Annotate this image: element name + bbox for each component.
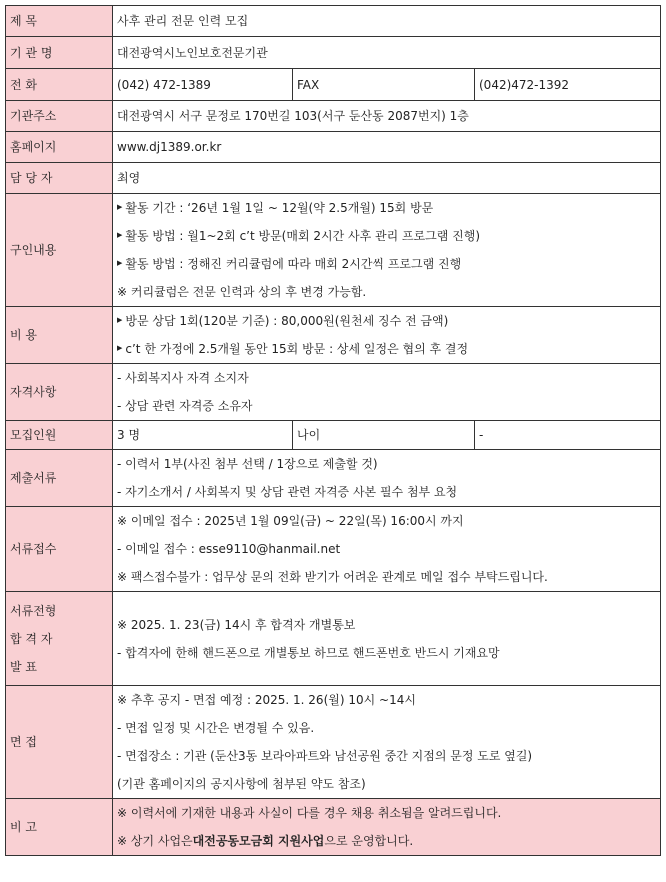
receipt-content <box>113 507 661 592</box>
job-line: ▶ 활동 방법 : 정해진 커리큘럼에 따라 매회 2시간씩 프로그램 진행 <box>117 250 656 278</box>
triangle-bullet-icon: ▶ <box>117 203 123 211</box>
row-job <box>6 194 661 307</box>
cost-line: ▶ c’t 한 가정에 2.5개월 동안 15회 방문 : 상세 일정은 협의 후 결정 <box>117 335 656 363</box>
screening-label: 서류전형 합 격 자 발 표 <box>6 592 113 686</box>
row-org <box>6 37 661 69</box>
row-phone <box>6 69 661 101</box>
job-label: 구인내용 <box>6 194 113 307</box>
address-label: 기관주소 <box>6 101 113 132</box>
interview-line: ※ 추후 공지 - 면접 예정 : 2025. 1. 26(월) 10시 ~14시 <box>117 693 416 707</box>
contact-label: 담 당 자 <box>6 163 113 194</box>
note-sponsor: 대전공동모금회 지원사업 <box>192 834 325 848</box>
org-value: 대전광역시노인보호전문기관 <box>113 37 661 69</box>
age-label: 나이 <box>293 421 475 450</box>
contact-value: 최영 <box>113 163 661 194</box>
interview-label: 면 접 <box>6 686 113 799</box>
recruit-label: 모집인원 <box>6 421 113 450</box>
recruit-value: 3 명 <box>113 421 293 450</box>
screening-line: ※ 2025. 1. 23(금) 14시 후 합격자 개별통보 <box>117 617 356 632</box>
cost-label: 비 용 <box>6 307 113 364</box>
qualification-label: 자격사항 <box>6 364 113 421</box>
homepage-label: 홈페이지 <box>6 132 113 163</box>
phone-label: 전 화 <box>6 69 113 101</box>
note-content <box>113 799 661 856</box>
interview-content <box>113 686 661 799</box>
title-value: 사후 관리 전문 인력 모집 <box>113 6 661 37</box>
documents-line: - 이력서 1부(사진 첨부 선택 / 1장으로 제출할 것) <box>117 457 378 471</box>
receipt-line: - 이메일 접수 : esse9110@hanmail.net <box>117 542 341 556</box>
triangle-bullet-icon: ▶ <box>117 259 123 267</box>
screening-content <box>113 592 661 686</box>
receipt-line: ※ 팩스접수불가 : 업무상 문의 전화 받기가 어려운 관계로 메일 접수 부탁드립니다. <box>117 570 548 584</box>
job-posting-table-wrapper <box>5 5 660 856</box>
triangle-bullet-icon: ▶ <box>117 316 123 324</box>
row-screening <box>6 592 661 686</box>
fax-label: FAX <box>293 69 475 101</box>
note-label: 비 고 <box>6 799 113 856</box>
documents-line: - 자기소개서 / 사회복지 및 상담 관련 자격증 사본 필수 첨부 요청 <box>117 485 458 499</box>
interview-line: (기관 홈페이지의 공지사항에 첨부된 약도 참조) <box>117 777 366 791</box>
job-line: ※ 커리큘럼은 전문 인력과 상의 후 변경 가능함. <box>117 285 367 299</box>
row-documents <box>6 450 661 507</box>
interview-line: - 면접장소 : 기관 (둔산3동 보라아파트와 남선공원 중간 지점의 문정 도로 옆길) <box>117 749 533 763</box>
age-value: - <box>475 421 661 450</box>
row-cost <box>6 307 661 364</box>
title-label: 제 목 <box>6 6 113 37</box>
interview-line: - 면접 일정 및 시간은 변경될 수 있음. <box>117 721 315 735</box>
note-line: ※ 이력서에 기재한 내용과 사실이 다를 경우 채용 취소됨을 알려드립니다. <box>117 806 502 820</box>
receipt-line: ※ 이메일 접수 : 2025년 1월 09일(금) ~ 22일(목) 16:00시 까지 <box>117 514 464 528</box>
cost-content <box>113 307 661 364</box>
row-recruit <box>6 421 661 450</box>
cost-line: ▶ 방문 상담 1회(120분 기준) : 80,000원(원천세 징수 전 금액) <box>117 307 656 335</box>
job-content <box>113 194 661 307</box>
row-interview <box>6 686 661 799</box>
job-line: ▶ 활동 기간 : ‘26년 1월 1일 ~ 12월(약 2.5개월) 15회 방문 <box>117 194 656 222</box>
fax-value: (042)472-1392 <box>475 69 661 101</box>
triangle-bullet-icon: ▶ <box>117 231 123 239</box>
phone-value: (042) 472-1389 <box>113 69 293 101</box>
org-label: 기 관 명 <box>6 37 113 69</box>
row-address <box>6 101 661 132</box>
row-receipt <box>6 507 661 592</box>
qualification-content <box>113 364 661 421</box>
receipt-label: 서류접수 <box>6 507 113 592</box>
address-value: 대전광역시 서구 문정로 170번길 103(서구 둔산동 2087번지) 1층 <box>113 101 661 132</box>
job-line: ▶ 활동 방법 : 월1~2회 c’t 방문(매회 2시간 사후 관리 프로그램 진행) <box>117 222 656 250</box>
homepage-value[interactable]: www.dj1389.or.kr <box>113 132 661 163</box>
row-qualification <box>6 364 661 421</box>
documents-content <box>113 450 661 507</box>
row-note <box>6 799 661 856</box>
documents-label: 제출서류 <box>6 450 113 507</box>
job-posting-table <box>5 5 661 856</box>
row-title <box>6 6 661 37</box>
triangle-bullet-icon: ▶ <box>117 344 123 352</box>
row-contact <box>6 163 661 194</box>
note-line: ※ 상기 사업은 대전공동모금회 지원사업 으로 운영합니다. <box>117 834 414 848</box>
row-homepage <box>6 132 661 163</box>
screening-line: - 합격자에 한해 핸드폰으로 개별통보 하므로 핸드폰번호 반드시 기재요망 <box>117 645 500 660</box>
qualification-line: - 사회복지사 자격 소지자 <box>117 371 249 385</box>
qualification-line: - 상담 관련 자격증 소유자 <box>117 399 253 413</box>
